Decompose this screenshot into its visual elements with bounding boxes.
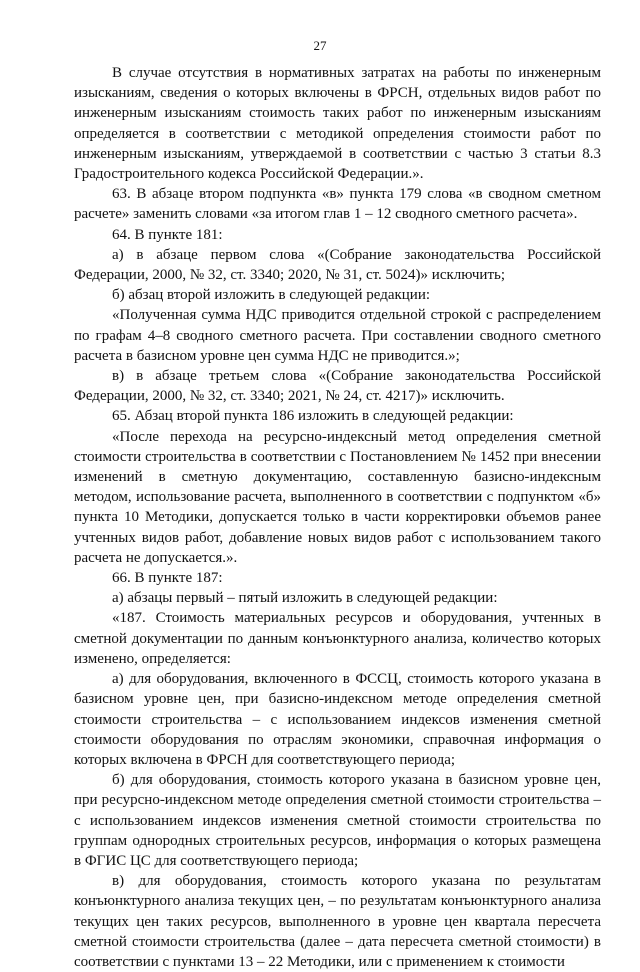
document-body [74, 63, 601, 972]
paragraph: В случае отсутствия в нормативных затратах на работы по инженерным изысканиям, сведения о которых включены в ФРСН, отдельных видов работ по инженерным изысканиям стоимость таких работ по инженерным изысканиям определяется в соответствии с методикой определения стоимости работ по инженерным изысканиям, утверждаемой в соответствии с частью 3 статьи 8.3 Градостроительного кодекса Российской Федерации.». [74, 65, 601, 183]
paragraph: 63. В абзаце втором подпункта «в» пункта 179 слова «в сводном сметном расчете» заменить словами «за итогом глав 1 – 12 сводного сметного расчета». [74, 186, 601, 223]
paragraph: 65. Абзац второй пункта 186 изложить в следующей редакции: [112, 408, 514, 425]
paragraph: 64. В пункте 181: [112, 226, 223, 243]
paragraph: в) для оборудования, стоимость которого указана по результатам конъюнктурного анализа текущих цен, – по результатам конъюнктурного анализа текущих цен таких ресурсов, выполненного в уровне цен квартала пересчета сметной стоимости строительства (далее – дата пересчета сметной стоимости) в соответствии с пунктами 13 – 22 Методики, или с применением к стоимости [74, 873, 601, 970]
paragraph: б) абзац второй изложить в следующей редакции: [112, 287, 431, 304]
paragraph: «После перехода на ресурсно-индексный метод определения сметной стоимости строительства в соответствии с Постановлением № 1452 при внесении изменений в сметную документацию, составленную базисно-индексным методом, использование расчета, выполненного в соответствии с подпунктом «б» пункта 10 Методики, допускается только в части корректировки объемов ранее учтенных видов работ, добавление новых видов работ с использованием такого расчета не допускается.». [74, 428, 601, 566]
paragraph: а) абзацы первый – пятый изложить в следующей редакции: [112, 590, 498, 607]
paragraph: в) в абзаце третьем слова «(Собрание законодательства Российской Федерации, 2000, № 32, ст. 3340; 2021, № 24, ст. 4217)» исключить. [74, 368, 601, 405]
page-number: 27 [313, 38, 327, 53]
paragraph: а) для оборудования, включенного в ФССЦ, стоимость которого указана в базисном уровне цен, при базисно-индексном методе определения сметной стоимости строительства – с использованием индексов изменения сметной стоимости оборудования по отраслям экономики, справочная информация о которых включена в ФРСН для соответствующего периода; [74, 671, 601, 768]
paragraph: б) для оборудования, стоимость которого указана в базисном уровне цен, при ресурсно-индексном методе определения сметной стоимости строительства – с использованием индексов изменения сметной стоимости строительства по группам однородных строительных ресурсов, информация о которых размещена в ФГИС ЦС для соответствующего периода; [74, 772, 601, 869]
paragraph: «Полученная сумма НДС приводится отдельной строкой с распределением по графам 4–8 сводного сметного расчета. При составлении сводного сметного расчета в базисном уровне цен сумма НДС не приводится.»; [74, 307, 601, 364]
paragraph: «187. Стоимость материальных ресурсов и оборудования, учтенных в сметной документации по данным конъюнктурного анализа, количество которых изменено, определяется: [74, 610, 601, 667]
paragraph: а) в абзаце первом слова «(Собрание законодательства Российской Федерации, 2000, № 32, ст. 3340; 2020, № 31, ст. 5024)» исключить; [74, 246, 601, 284]
paragraph: 66. В пункте 187: [112, 570, 223, 587]
